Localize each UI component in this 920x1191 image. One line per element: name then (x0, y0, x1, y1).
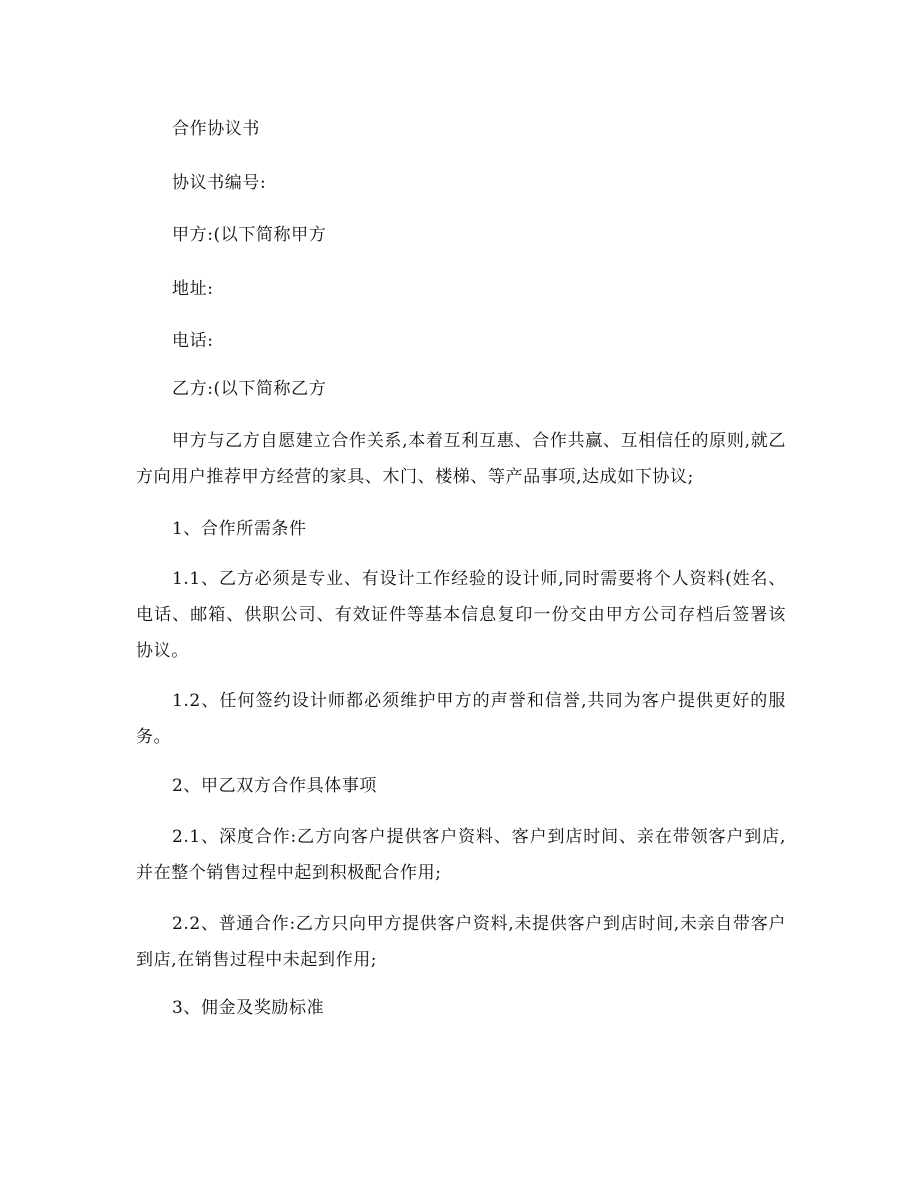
agreement-number-label: 协议书编号: (172, 173, 267, 193)
clause-2-2: 2.2、普通合作:乙方只向甲方提供客户资料,未提供客户到店时间,未亲自带客户到店,在销售过程中未起到作用; (136, 914, 786, 970)
phone-line: 电话: (172, 331, 214, 351)
intro-paragraph: 甲方与乙方自愿建立合作关系,本着互利互惠、合作共赢、互相信任的原则,就乙方向用户推荐甲方经营的家具、木门、楼梯、等产品事项,达成如下协议; (136, 431, 786, 487)
clause-2-1: 2.1、深度合作:乙方向客户提供客户资料、客户到店时间、亲在带领客户到店,并在整个销售过程中起到积极配合作用; (136, 827, 786, 883)
section-heading-1: 1、合作所需条件 (172, 519, 307, 539)
section-heading-3: 3、佣金及奖励标准 (172, 998, 325, 1018)
section-heading-2: 2、甲乙双方合作具体事项 (172, 776, 378, 796)
party-a-line: 甲方:(以下简称甲方 (172, 225, 327, 245)
clause-1-1: 1.1、乙方必须是专业、有设计工作经验的设计师,同时需要将个人资料(姓名、电话、邮箱、供职公司、有效证件等基本信息复印一份交由甲方公司存档后签署该协议。 (136, 569, 786, 661)
party-b-line: 乙方:(以下简称乙方 (172, 379, 327, 399)
address-line: 地址: (172, 279, 214, 299)
document-title: 合作协议书 (172, 119, 260, 139)
clause-1-2: 1.2、任何签约设计师都必须维护甲方的声誉和信誉,共同为客户提供更好的服务。 (136, 691, 786, 747)
